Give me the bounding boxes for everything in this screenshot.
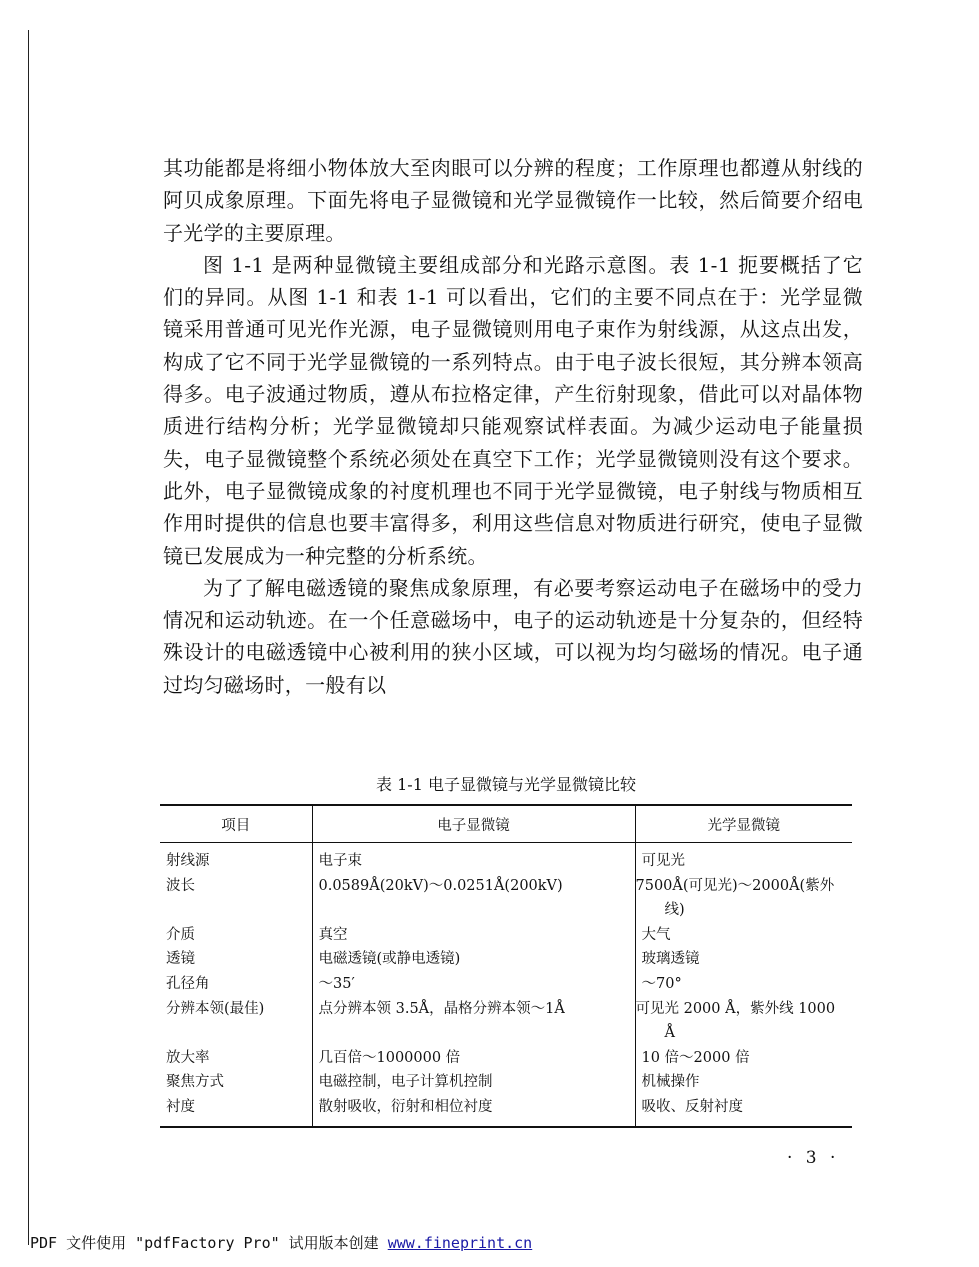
optical-value: 可见光 2000 Å，紫外线 1000 Å	[635, 997, 852, 1046]
row-label: 放大率	[166, 1049, 210, 1066]
optical-value: 机械操作	[635, 1070, 852, 1095]
electron-value: 0.0589Å(20kV)～0.0251Å(200kV)	[312, 874, 635, 923]
footer-text: PDF 文件使用 "pdfFactory Pro" 试用版本创建	[30, 1234, 388, 1252]
header-electron-microscope: 电子显微镜	[312, 805, 635, 843]
optical-value: 吸收、反射衬度	[635, 1095, 852, 1127]
body-text	[163, 152, 863, 701]
optical-value: 大气	[635, 923, 852, 948]
table-row	[160, 1095, 852, 1127]
optical-value: 可见光	[635, 843, 852, 874]
table-row	[160, 947, 852, 972]
electron-value: 真空	[312, 923, 635, 948]
electron-value: 电磁透镜(或静电透镜)	[312, 947, 635, 972]
page-number: · 3 ·	[787, 1148, 840, 1168]
table-row	[160, 1070, 852, 1095]
optical-value: 玻璃透镜	[635, 947, 852, 972]
footer-link[interactable]: www.fineprint.cn	[387, 1234, 533, 1252]
row-label: 透镜	[166, 951, 195, 968]
optical-value: ～70°	[635, 972, 852, 997]
comparison-table	[160, 804, 852, 1128]
row-label: 聚焦方式	[166, 1074, 224, 1091]
row-label: 射线源	[166, 853, 210, 869]
optical-value: 7500Å(可见光)～2000Å(紫外线)	[635, 874, 852, 923]
paragraph-2: 图 1-1 是两种显微镜主要组成部分和光路示意图。表 1-1 扼要概括了它们的异同。从图 1-1 和表 1-1 可以看出，它们的主要不同点在于：光学显微镜采用普通可见光作光源，电子显微镜则用电子束作为射线源，从这点出发，构成了它不同于光学显微镜的一系列特点。由于电子波长很短，其分辨本领高得多。电子波通过物质，遵从布拉格定律，产生衍射现象，借此可以对晶体物质进行结构分析；光学显微镜却只能观察试样表面。为减少运动电子能量损失，电子显微镜整个系统必须处在真空下工作；光学显微镜则没有这个要求。此外，电子显微镜成象的衬度机理也不同于光学显微镜，电子射线与物质相互作用时提供的信息也要丰富得多，利用这些信息对物质进行研究，使电子显微镜已发展成为一种完整的分析系统。	[163, 252, 863, 568]
header-item: 项目	[221, 817, 251, 834]
electron-value: ～35′	[312, 972, 635, 997]
table-header-row	[160, 805, 852, 843]
pdf-footer	[30, 1232, 532, 1253]
table-row	[160, 874, 852, 923]
table-row	[160, 923, 852, 948]
row-label: 衬度	[166, 1098, 195, 1115]
table-caption: 表 1-1 电子显微镜与光学显微镜比较	[376, 775, 636, 794]
header-optical-microscope: 光学显微镜	[635, 805, 852, 843]
electron-value: 点分辨本领 3.5Å，晶格分辨本领～1Å	[312, 997, 635, 1046]
electron-value: 电磁控制，电子计算机控制	[312, 1070, 635, 1095]
paragraph-1: 其功能都是将细小物体放大至肉眼可以分辨的程度；工作原理也都遵从射线的阿贝成象原理。下面先将电子显微镜和光学显微镜作一比较，然后简要介绍电子光学的主要原理。	[163, 156, 863, 245]
row-label: 孔径角	[166, 975, 210, 992]
table-row	[160, 997, 852, 1046]
table-row	[160, 1046, 852, 1071]
table-row	[160, 843, 852, 874]
paragraph-3: 为了了解电磁透镜的聚焦成象原理，有必要考察运动电子在磁场中的受力情况和运动轨迹。在一个任意磁场中，电子的运动轨迹是十分复杂的，但经特殊设计的电磁透镜中心被利用的狭小区域，可以视为均匀磁场的情况。电子通过均匀磁场时，一般有以	[163, 575, 863, 697]
row-label: 介质	[166, 926, 195, 943]
row-label: 分辨本领(最佳)	[166, 1000, 265, 1017]
electron-value: 电子束	[312, 843, 635, 874]
electron-value: 几百倍～1000000 倍	[312, 1046, 635, 1071]
table-row	[160, 972, 852, 997]
page-left-margin-rule	[28, 30, 29, 1245]
row-label: 波长	[166, 877, 195, 894]
electron-value: 散射吸收，衍射和相位衬度	[312, 1095, 635, 1127]
optical-value: 10 倍～2000 倍	[635, 1046, 852, 1071]
